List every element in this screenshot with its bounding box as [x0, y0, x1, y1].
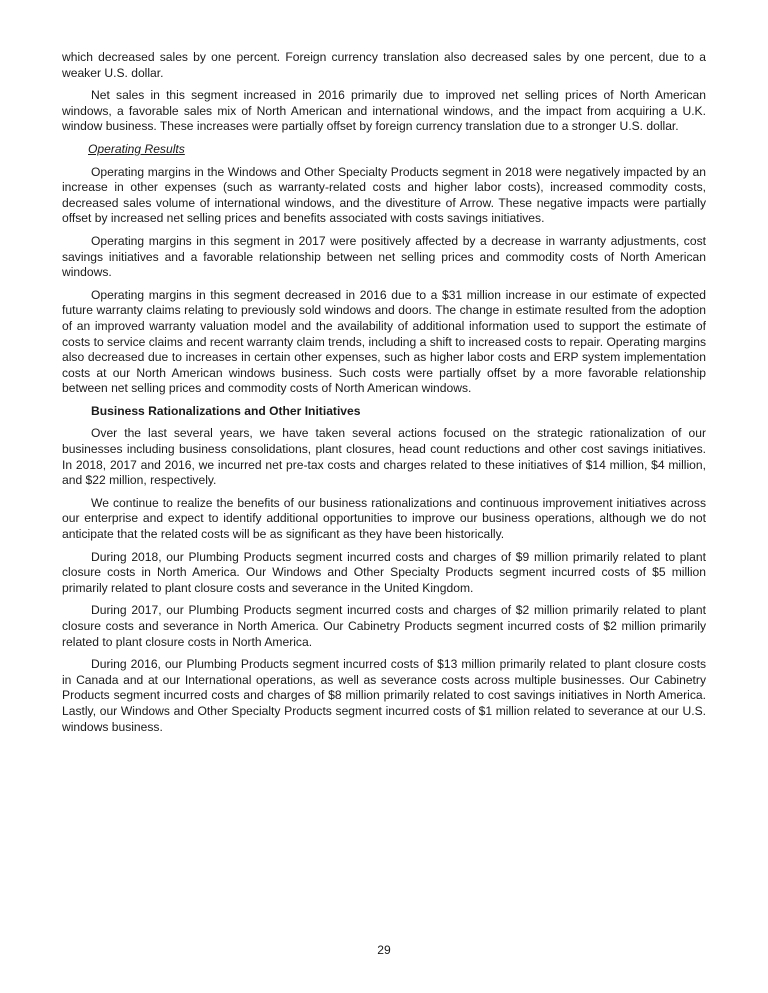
page-number: 29	[377, 943, 391, 957]
paragraph-net-sales-2016: Net sales in this segment increased in 2016 primarily due to improved net selling prices of North American windows, a favorable sales mix of North American and international windows, and the impact from acquiring a U.K. window business. These increases were partially offset by foreign currency translation due to a stronger U.S. dollar.	[62, 88, 706, 134]
paragraph-continuous-improvement: We continue to realize the benefits of our business rationalizations and continuous improvement initiatives across our enterprise and expect to identify additional opportunities to improve our business operations, although we do not anticipate that the related costs will be as significant as they have been historically.	[62, 495, 706, 542]
paragraph-operating-margins-2017: Operating margins in this segment in 2017 were positively affected by a decrease in warranty adjustments, cost savings initiatives and a favorable relationship between net selling prices and commodity costs of North American windows.	[62, 233, 706, 280]
document-page	[62, 50, 706, 742]
paragraph-continued: which decreased sales by one percent. Foreign currency translation also decreased sales by one percent, due to a weaker U.S. dollar.	[62, 50, 706, 80]
paragraph-2016-costs: During 2016, our Plumbing Products segment incurred costs of $13 million primarily related to plant closure costs in Canada and at our International operations, as well as severance costs across multiple businesses. Our Cabinetry Products segment incurred costs and charges of $8 million primarily related to cost savings initiatives in North America. Lastly, our Windows and Other Specialty Products segment incurred costs of $1 million related to severance at our U.S. windows business.	[62, 657, 706, 734]
paragraph-2018-costs: During 2018, our Plumbing Products segment incurred costs and charges of $9 million primarily related to plant closure costs in North America. Our Windows and Other Specialty Products segment incurred costs of $5 million primarily related to plant closure costs and severance in the United Kingdom.	[62, 549, 706, 595]
paragraph-operating-margins-2018: Operating margins in the Windows and Other Specialty Products segment in 2018 were negatively impacted by an increase in other expenses (such as warranty-related costs and higher labor costs), increased commodity costs, decreased sales volume of international windows, and the divestiture of Arrow. These negative impacts were partially offset by increased net selling prices and benefits associated with costs savings initiatives.	[62, 164, 706, 226]
paragraph-rationalization-overview: Over the last several years, we have taken several actions focused on the strategic rationalization of our businesses including business consolidations, plant closures, head count reductions and other cost savings initiatives. In 2018, 2017 and 2016, we incurred net pre-tax costs and charges related to these initiatives of $14 million, $4 million, and $22 million, respectively.	[62, 426, 706, 488]
paragraph-2017-costs: During 2017, our Plumbing Products segment incurred costs and charges of $2 million primarily related to plant closure costs and severance in North America. Our Cabinetry Products segment incurred costs of $2 million primarily related to plant closure costs in North America.	[62, 603, 706, 649]
operating-results-subheading: Operating Results	[88, 141, 185, 156]
paragraph-operating-margins-2016: Operating margins in this segment decreased in 2016 due to a $31 million increase in our estimate of expected future warranty claims relating to previously sold windows and doors. The change in estimate resulted from the adoption of an improved warranty valuation model and the availability of additional information used to support the estimate of costs to service claims and recent warranty claim trends, including a shift to increased costs to repair. Operating margins also decreased due to increases in certain other expenses, such as higher labor costs and ERP system implementation costs at our North American windows business. Such costs were partially offset by a more favorable relationship between net selling prices and commodity costs of North American windows.	[62, 287, 706, 396]
business-rationalizations-heading: Business Rationalizations and Other Initiatives	[91, 403, 361, 418]
